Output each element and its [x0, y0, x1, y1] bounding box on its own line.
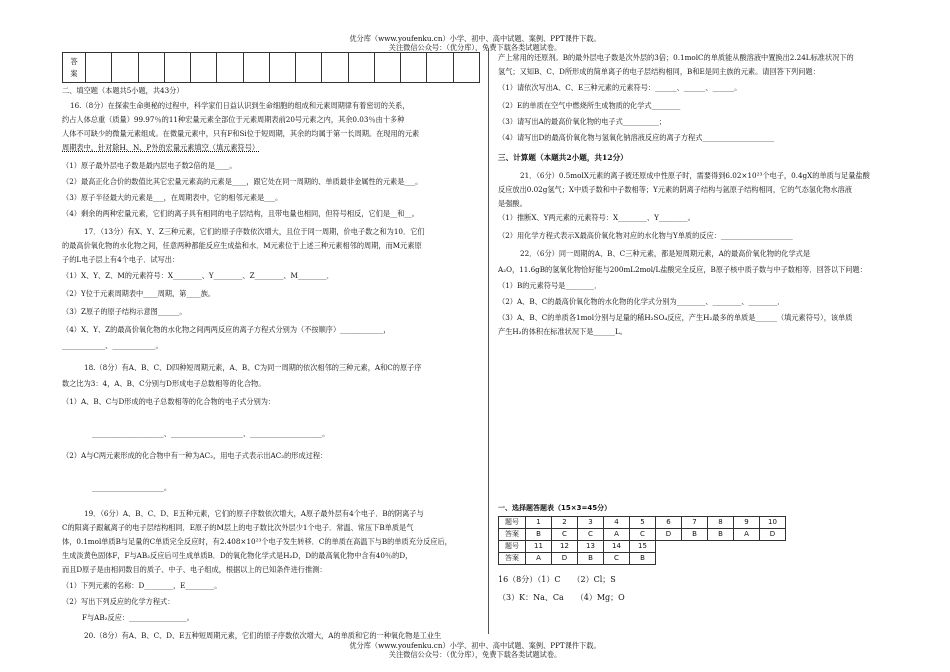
q19-line: 19．（6分）A、B、C、D、E五种元素，它们的原子序数依次增大，A原子最外层有4个电子．B的阴离子与: [84, 509, 424, 518]
q20-line: 产上常用的还原剂。B的最外层电子数是次外层的3倍；0.1molC的单质能从酸溶液中置换出2.24L标准状况下的: [498, 53, 854, 62]
answer-value: C: [604, 553, 630, 565]
answer-value: B: [578, 553, 604, 565]
answer-grid: [62, 52, 480, 83]
answer-grid-label: [63, 53, 86, 83]
q20-line: （4）请写出D的最高价氧化物与氢氧化钠溶液反应的离子方程式____________________: [498, 133, 775, 142]
q17-line: ____________、____________。: [62, 341, 163, 350]
answer-value: A: [734, 529, 760, 541]
answer-cell[interactable]: [296, 53, 322, 83]
q16-line: 约占人体总重（质量）99.97％的11种宏量元素全部位于元素周期表前20号元素之内，其余0.03％由十多种: [62, 115, 405, 124]
answer-cell[interactable]: [138, 53, 164, 83]
question-number: 2: [552, 517, 578, 529]
q18-line: 数之比为3：4，A、B、C分别与D形成电子总数相等的化合物。: [62, 379, 266, 388]
answer-cell[interactable]: [217, 53, 243, 83]
q19-line: 生成淡黄色固体F，F与AB₂反应后可生成单质B．D的氧化物化学式是H₂D，D的最高氧化物中含有40％的D，: [62, 551, 413, 560]
q16-line: 16.（8分）在探索生命奥秘的过程中，科学家们日益认识到生命细胞的组成和元素周期律有着密切的关系，: [70, 101, 410, 110]
answer-cell[interactable]: [112, 53, 138, 83]
q16-line: 周期表中，针对除H、N、P外的宏量元素填空（填元素符号）: [62, 143, 260, 152]
answer-key-title: 一、选择题答题表（15×3=45分）: [498, 504, 612, 512]
section2-title: 二、填空题（本题共5小题，共43分）: [62, 86, 184, 95]
question-number: 12: [552, 541, 578, 553]
q19-line: 体，0.1mol单质B与足量的C单质完全反应时，有2.408×10²³个电子发生转移．C的单质在高温下与B的单质充分反应后，: [62, 537, 452, 546]
row-label: 答案: [499, 553, 526, 565]
answer-cell[interactable]: [348, 53, 374, 83]
page-header-line1: 优分库（www.youfenku.cn）小学、初中、高中试题、案例、PPT课件下载。: [349, 34, 601, 43]
answer-value: C: [578, 529, 604, 541]
q16-line: （2）最高正化合价的数值比其它宏量元素高的元素是____，跟它处在同一周期的、单质最非金属性的元素是___。: [62, 177, 423, 186]
answer-cell[interactable]: [322, 53, 348, 83]
q16-line: （3）原子半径最大的元素是___，在周期表中，它的相邻元素是___。: [62, 193, 283, 202]
answer-value: D: [760, 529, 786, 541]
answer-16-line1: 16（8分）（1）C （2）Cl；S: [498, 575, 616, 584]
q20-line: （2）E的单质在空气中燃烧所生成物质的化学式________: [498, 101, 681, 110]
q22-line: 22．（6分）同一周期的A、B、C三种元素，都是短周期元素，A的最高价氧化物的化学式是: [520, 249, 811, 258]
answer-cell[interactable]: [164, 53, 190, 83]
answer-value: B: [526, 529, 552, 541]
answer-value: D: [552, 553, 578, 565]
q16-line: （1）原子最外层电子数是最内层电子数2倍的是____。: [62, 161, 237, 170]
page-header-line2: 关注微信公众号：（优分库），免费下载各类试题试卷。: [388, 43, 562, 52]
q20-line: 氢气；又知B、C、D所形成的简单离子的电子层结构相同，B和E是同主族的元素。请回答下列问题：: [498, 67, 820, 76]
q21-line: 反应放出0.02g氢气；X中质子数和中子数相等；Y元素的阴离子结构与氩原子结构相同，它的气态氢化物水溶液: [498, 185, 852, 194]
section3-title: 三、计算题（本题共2小题，共12分）: [498, 153, 628, 162]
q17-line: （1）X、Y、Z、M的元素符号：X________、Y________、Z________、M________．: [62, 271, 334, 280]
question-number: 10: [760, 517, 786, 529]
question-number: 13: [578, 541, 604, 553]
q17-line: （3）Z原子的原子结构示意图______。: [62, 307, 187, 316]
q17-line: 子的L电子层上有4个电子．试写出：: [62, 255, 180, 264]
answer-cell[interactable]: [269, 53, 295, 83]
q19-line: 而且D原子是由相同数目的质子、中子、电子组成，根据以上的已知条件进行推测：: [62, 565, 327, 574]
q17-line: （2）Y位于元素周期表中____周期，第____族。: [62, 289, 216, 298]
answer-value: B: [708, 529, 734, 541]
answer-label-char-2: 案: [70, 68, 78, 78]
row-label: 答案: [499, 529, 526, 541]
q22-line: A₂O，11.6gB的氢氧化物恰好能与200mL2mol/L盐酸完全反应，B原子核中质子数与中子数相等．回答以下问题：: [498, 265, 867, 274]
q22-line: （1）B的元素符号是________．: [498, 281, 602, 290]
q21-line: （1）推断X、Y两元素的元素符号：X________、Y________。: [498, 213, 695, 222]
question-number: 3: [578, 517, 604, 529]
answer-key-row: [499, 529, 786, 541]
q21-line: （2）用化学方程式表示X最高价氧化物对应的水化物与Y单质的反应：____________________: [498, 231, 793, 240]
q19-line: （2）写出下列反应的化学方程式：: [62, 597, 175, 606]
q18-line: ____________________。: [92, 483, 172, 492]
answer-cell[interactable]: [453, 53, 479, 83]
answer-key-row: [499, 553, 786, 565]
q17-line: 的最高价氧化物的水化物之间，任意两种都能反应生成盐和水．M元素位于上述三种元素相邻的周期，而M元素原: [62, 241, 422, 250]
q22-line: 产生H₂的体积在标准状况下是______L。: [498, 327, 627, 336]
question-number: 15: [630, 541, 656, 553]
q17-line: 17．（13分）有X、Y、Z三种元素，它们的原子序数依次增大，且位于同一周期，价电子数之和为10．它们: [84, 227, 425, 236]
answer-cell[interactable]: [374, 53, 400, 83]
answer-cell[interactable]: [86, 53, 112, 83]
page-footer-line1: 优分库（www.youfenku.cn）小学、初中、高中试题、案例、PPT课件下载。: [349, 641, 601, 650]
question-number: 5: [630, 517, 656, 529]
q20-line: （3）请写出A的最高价氧化物的电子式__________；: [498, 117, 666, 126]
q18-line: （1）A、B、C与D形成的电子总数相等的化合物的电子式分别为：: [62, 397, 276, 406]
answer-cell[interactable]: [427, 53, 453, 83]
page-footer-line2: 关注微信公众号：（优分库），免费下载各类试题试卷。: [388, 650, 562, 659]
row-label: 题号: [499, 541, 526, 553]
q18-line: （2）A与C两元素形成的化合物中有一种为AC₂，用电子式表示出AC₂的形成过程：: [62, 451, 328, 460]
question-number: 9: [734, 517, 760, 529]
answer-key-table: [498, 516, 786, 565]
answer-label-char-1: 答: [70, 56, 78, 66]
row-label: 题号: [499, 517, 526, 529]
q18-line: 18.（8分）有A、B、C、D四种短周期元素，A、B、C为同一周期的依次相邻的三种元素，A和C的原子序: [84, 363, 422, 372]
answer-value: C: [630, 529, 656, 541]
answer-cell[interactable]: [401, 53, 427, 83]
q22-line: （3）A、B、C的单质各1mol分别与足量的稀H₂SO₄反应，产生H₂最多的单质是______（填元素符号），该单质: [498, 313, 853, 322]
q20-line: （1）请依次写出A、C、E三种元素的元素符号：______、______、______。: [498, 83, 742, 92]
answer-value: A: [526, 553, 552, 565]
question-number: 1: [526, 517, 552, 529]
q22-line: （2）A、B、C的最高价氧化物的水化物的化学式分别为________、________、________．: [498, 297, 785, 306]
q21-line: 是强酸。: [498, 199, 527, 208]
answer-cell[interactable]: [191, 53, 217, 83]
q20-first-line: 20.（8分）有A、B、C、D、E五种短周期元素，它们的原子序数依次增大，A的单质和它的一种氧化物是工业生: [84, 631, 442, 640]
answer-key-row: [499, 517, 786, 529]
q19-line: F与AB₂反应：________________。: [82, 613, 194, 622]
answer-key-row: [499, 541, 786, 553]
question-number: 6: [656, 517, 682, 529]
q21-line: 21．（6分）0.5molX元素的离子被还原成中性原子时，需要得到6.02×10²³个电子，0.4gX的单质与足量盐酸: [520, 171, 870, 180]
question-number: 7: [682, 517, 708, 529]
column-divider: [488, 48, 489, 634]
q16-line: 人体不可缺少的微量元素组成。在微量元素中，只有F和Si位于短周期，其余的均属于第一长周期。在现用的元素: [62, 129, 420, 138]
answer-value: D: [656, 529, 682, 541]
answer-value: A: [604, 529, 630, 541]
question-number: 11: [526, 541, 552, 553]
q19-line: C的阳离子跟氟离子的电子层结构相同．E原子的M层上的电子数比次外层少1个电子．常温、常压下B单质是气: [62, 523, 414, 532]
answer-value: B: [630, 553, 656, 565]
q18-line: ____________________、____________________、____________________。: [92, 429, 330, 438]
question-number: 4: [604, 517, 630, 529]
question-number: 14: [604, 541, 630, 553]
answer-value: B: [682, 529, 708, 541]
answer-value: C: [552, 529, 578, 541]
q16-line: （4）剩余的两种宏量元素，它们的离子具有相同的电子层结构，且带电量也相同，但符号相反，它们是__和__。: [62, 209, 419, 218]
q19-line: （1）下列元素的名称：D________，E________。: [62, 581, 222, 590]
question-number: 8: [708, 517, 734, 529]
answer-16-line2: （3）K：Na、Ca （4）Mg；O: [498, 593, 625, 602]
answer-cell[interactable]: [243, 53, 269, 83]
q17-line: （4）X、Y、Z的最高价氧化物的水化物之间两两反应的离子方程式分别为（不按顺序）____________，: [62, 325, 391, 334]
